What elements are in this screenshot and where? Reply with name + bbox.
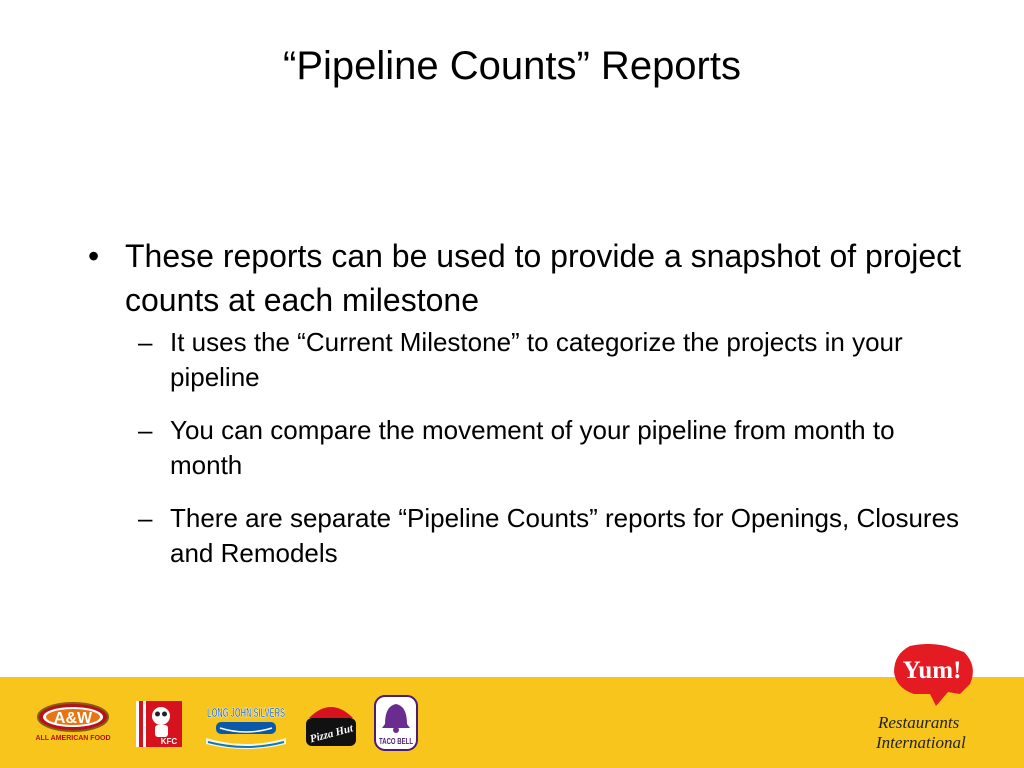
- aw-tagline: ALL AMERICAN FOOD: [35, 735, 111, 742]
- aw-logo-text: A&W: [53, 710, 93, 727]
- bullet-mark: •: [88, 238, 100, 274]
- international-text: International: [876, 733, 966, 752]
- sub-bullet-text: You can compare the movement of your pipeline from month to month: [170, 415, 895, 480]
- taco-bell-logo: [373, 694, 419, 752]
- long-john-silvers-text: LONG JOHN SILVERS: [207, 705, 286, 720]
- main-bullet: [88, 234, 968, 322]
- aw-logo: [33, 700, 113, 744]
- dash-mark: –: [138, 503, 153, 533]
- sub-bullet: [88, 325, 968, 395]
- yum-restaurants-logo: [866, 642, 996, 758]
- sub-bullet: [88, 501, 968, 571]
- kfc-logo: [135, 700, 183, 748]
- sub-bullet: [88, 413, 968, 483]
- yum-badge-text: Yum!: [902, 657, 962, 684]
- dash-mark: –: [138, 415, 153, 445]
- kfc-logo-text: KFC: [160, 737, 178, 746]
- dash-mark: –: [138, 327, 153, 357]
- slide-title: “Pipeline Counts” Reports: [283, 44, 741, 88]
- slide-body: [88, 234, 968, 571]
- sub-bullet-text: It uses the “Current Milestone” to categorize the projects in your pipeline: [170, 327, 903, 392]
- restaurants-text: Restaurants: [878, 713, 960, 732]
- taco-bell-text: TACO BELL: [379, 737, 414, 746]
- long-john-silvers-logo: [202, 696, 290, 750]
- sub-bullet-text: There are separate “Pipeline Counts” reports for Openings, Closures and Remodels: [170, 503, 960, 568]
- pizza-hut-text: Pizza Hut: [308, 722, 355, 746]
- pizza-hut-logo: [303, 694, 359, 752]
- main-bullet-text: These reports can be used to provide a snapshot of project counts at each milestone: [125, 238, 962, 318]
